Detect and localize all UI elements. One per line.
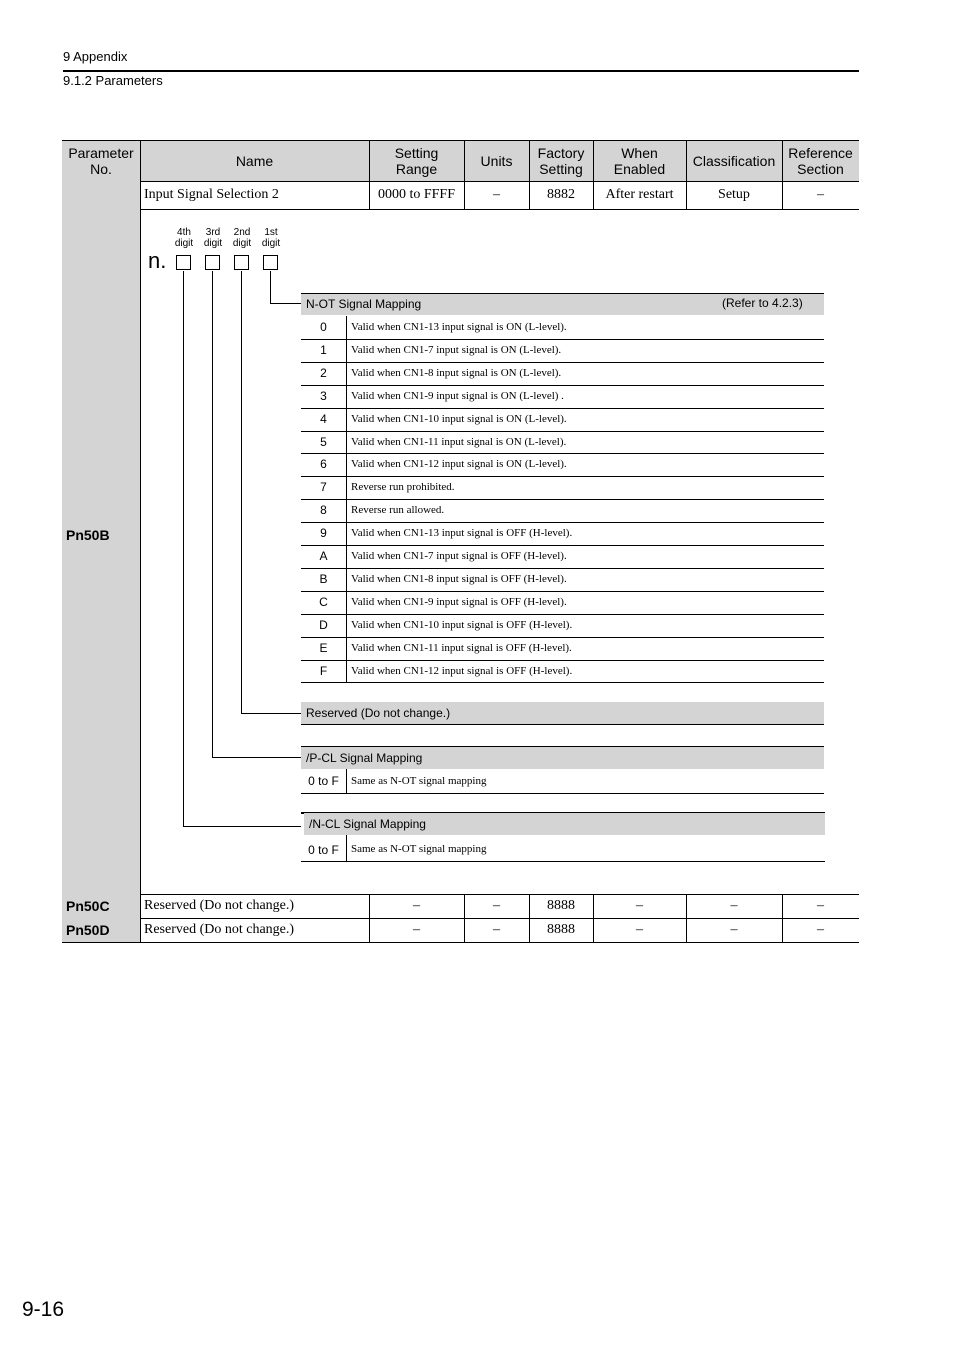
column-header xyxy=(686,140,782,181)
table-cell: Setup xyxy=(718,187,750,202)
digit-box xyxy=(234,255,249,270)
option-rule xyxy=(301,453,824,454)
column-header-text: Units xyxy=(480,152,513,169)
column-header xyxy=(140,140,369,181)
connector-line xyxy=(212,271,213,757)
pcl-description: Same as N-OT signal mapping xyxy=(351,775,487,787)
connector-line xyxy=(270,303,301,304)
option-description: Valid when CN1-9 input signal is ON (L-level) . xyxy=(351,389,564,402)
option-description: Valid when CN1-9 input signal is OFF (H-level). xyxy=(351,595,567,608)
column-header-text: Enabled xyxy=(613,160,666,177)
option-rule xyxy=(301,568,824,569)
digit-label-text: digit xyxy=(261,238,281,249)
connector-line xyxy=(212,757,301,758)
param-number: Pn50B xyxy=(66,527,110,543)
option-description: Valid when CN1-8 input signal is ON (L-level). xyxy=(351,366,562,379)
table-cell: Reserved (Do not change.) xyxy=(144,898,295,913)
n-prefix-label: n. xyxy=(148,248,167,273)
column-header xyxy=(782,140,859,181)
option-divider xyxy=(346,316,347,682)
option-code: A xyxy=(319,549,328,563)
column-header-text: Setting xyxy=(539,160,583,177)
reserved-label: Reserved (Do not change.) xyxy=(301,702,824,724)
digit-label-text: 4th xyxy=(177,227,191,238)
option-code: F xyxy=(319,663,328,678)
option-rule xyxy=(301,476,824,477)
table-cell: After restart xyxy=(605,187,674,202)
table-cell: – xyxy=(493,187,500,202)
option-description: Valid when CN1-12 input signal is OFF (H-level). xyxy=(351,664,573,677)
column-header xyxy=(369,140,464,181)
table-rule xyxy=(62,942,859,943)
digit-label-text: 2nd xyxy=(233,227,251,238)
table-cell: – xyxy=(636,922,643,937)
connector-line xyxy=(183,826,301,827)
digit-label-text: 1st xyxy=(264,227,278,238)
ncl-mapping-title: /N-CL Signal Mapping xyxy=(304,813,825,835)
option-code: 2 xyxy=(320,365,327,380)
option-code: B xyxy=(319,571,328,586)
option-rule xyxy=(301,339,824,340)
option-description: Valid when CN1-7 input signal is OFF (H-level). xyxy=(351,550,567,562)
ncl-code: 0 to F xyxy=(308,843,339,857)
table-cell: – xyxy=(413,898,420,913)
option-description: Valid when CN1-7 input signal is ON (L-level). xyxy=(351,343,562,356)
option-code: E xyxy=(319,640,328,655)
digit-label-text: digit xyxy=(203,238,223,249)
table-cell: – xyxy=(817,922,824,937)
digit-box xyxy=(263,255,278,270)
table-cell: – xyxy=(730,898,738,913)
table-cell: Input Signal Selection 2 xyxy=(144,187,279,202)
table-cell: – xyxy=(730,922,738,937)
option-description: Valid when CN1-10 input signal is ON (L-level). xyxy=(351,412,567,425)
option-code: 5 xyxy=(320,434,327,449)
connector-line xyxy=(241,713,301,714)
column-header-text: Name xyxy=(235,152,274,169)
table-cell: – xyxy=(817,898,824,913)
connector-line xyxy=(241,271,242,713)
option-code: 4 xyxy=(320,411,327,426)
table-cell: 8882 xyxy=(547,187,575,202)
table-cell: 8888 xyxy=(547,922,575,937)
column-header-text: No. xyxy=(90,160,112,177)
table-cell: – xyxy=(817,187,824,202)
option-description: Valid when CN1-12 input signal is ON (L-level). xyxy=(351,458,567,471)
connector-line xyxy=(270,271,271,303)
table-rule xyxy=(301,861,825,862)
option-rule xyxy=(301,591,824,592)
column-header xyxy=(62,140,140,181)
table-cell: Reserved (Do not change.) xyxy=(144,922,295,937)
header-rule xyxy=(63,70,859,72)
option-description: Valid when CN1-11 input signal is ON (L-level). xyxy=(351,435,567,448)
digit-box xyxy=(176,255,191,270)
table-rule xyxy=(140,140,141,942)
section-heading: 9.1.2 Parameters xyxy=(63,73,163,88)
column-header-text: Setting xyxy=(394,144,439,161)
column-header xyxy=(593,140,686,181)
option-code: C xyxy=(319,594,328,609)
ncl-description: Same as N-OT signal mapping xyxy=(351,843,487,855)
page-number: 9-16 xyxy=(22,1298,65,1321)
option-rule xyxy=(301,499,824,500)
digit-label-text: 3rd xyxy=(205,227,221,238)
chapter-heading: 9 Appendix xyxy=(63,49,128,64)
option-code: 1 xyxy=(320,342,327,357)
option-description: Reverse run prohibited. xyxy=(351,481,455,494)
column-header-text: Section xyxy=(797,160,844,177)
table-rule xyxy=(62,140,859,141)
table-rule xyxy=(301,293,824,294)
column-header xyxy=(529,140,593,181)
option-rule xyxy=(301,637,824,638)
option-rule xyxy=(301,545,824,546)
option-rule xyxy=(301,682,824,683)
option-rule xyxy=(301,385,824,386)
digit-box xyxy=(205,255,220,270)
column-header-text: Factory xyxy=(537,144,585,161)
option-description: Valid when CN1-8 input signal is OFF (H-level). xyxy=(351,572,567,585)
digit-label xyxy=(198,227,228,249)
option-code: 7 xyxy=(320,480,327,495)
option-description: Reverse run allowed. xyxy=(351,504,445,517)
option-divider xyxy=(346,769,347,793)
option-code: D xyxy=(319,617,328,632)
option-description: Valid when CN1-13 input signal is ON (L-level). xyxy=(351,321,567,333)
option-rule xyxy=(301,522,824,523)
param-number: Pn50C xyxy=(62,894,140,918)
column-header-text: Parameter xyxy=(68,144,134,161)
column-header-text: Reference xyxy=(788,144,853,161)
table-cell: 0000 to FFFF xyxy=(377,187,456,202)
not-mapping-reference: (Refer to 4.2.3) xyxy=(722,296,803,310)
option-code: 8 xyxy=(320,503,327,518)
table-rule xyxy=(140,209,859,210)
option-description: Valid when CN1-11 input signal is OFF (H-level). xyxy=(351,641,572,654)
table-cell: – xyxy=(413,922,420,937)
option-code: 0 xyxy=(320,320,327,334)
option-code: 9 xyxy=(320,526,327,541)
table-cell: 8888 xyxy=(547,898,575,913)
option-rule xyxy=(301,660,824,661)
table-rule xyxy=(301,724,824,725)
option-description: Valid when CN1-13 input signal is OFF (H-level). xyxy=(351,527,573,540)
option-rule xyxy=(301,362,824,363)
option-rule xyxy=(301,431,824,432)
option-code: 3 xyxy=(320,388,327,403)
digit-label xyxy=(169,227,199,249)
digit-label-text: digit xyxy=(174,238,194,249)
table-rule xyxy=(301,793,824,794)
option-code: 6 xyxy=(320,457,327,472)
column-header-text: When xyxy=(621,144,658,161)
table-cell: – xyxy=(493,898,500,913)
option-rule xyxy=(301,408,824,409)
pcl-mapping-title: /P-CL Signal Mapping xyxy=(301,747,824,769)
pcl-code: 0 to F xyxy=(308,774,339,788)
digit-label-text: digit xyxy=(232,238,252,249)
param-number: Pn50D xyxy=(62,918,140,942)
column-header-text: Range xyxy=(395,160,438,177)
table-cell: – xyxy=(493,922,500,937)
option-description: Valid when CN1-10 input signal is OFF (H-level). xyxy=(351,618,573,631)
digit-label xyxy=(227,227,257,249)
table-cell: – xyxy=(636,898,643,913)
option-rule xyxy=(301,614,824,615)
column-header-text: Classification xyxy=(692,152,776,169)
column-header xyxy=(464,140,529,181)
connector-line xyxy=(183,271,184,826)
digit-label xyxy=(256,227,286,249)
option-divider xyxy=(346,835,347,861)
not-mapping-title: N-OT Signal Mapping xyxy=(301,293,824,315)
